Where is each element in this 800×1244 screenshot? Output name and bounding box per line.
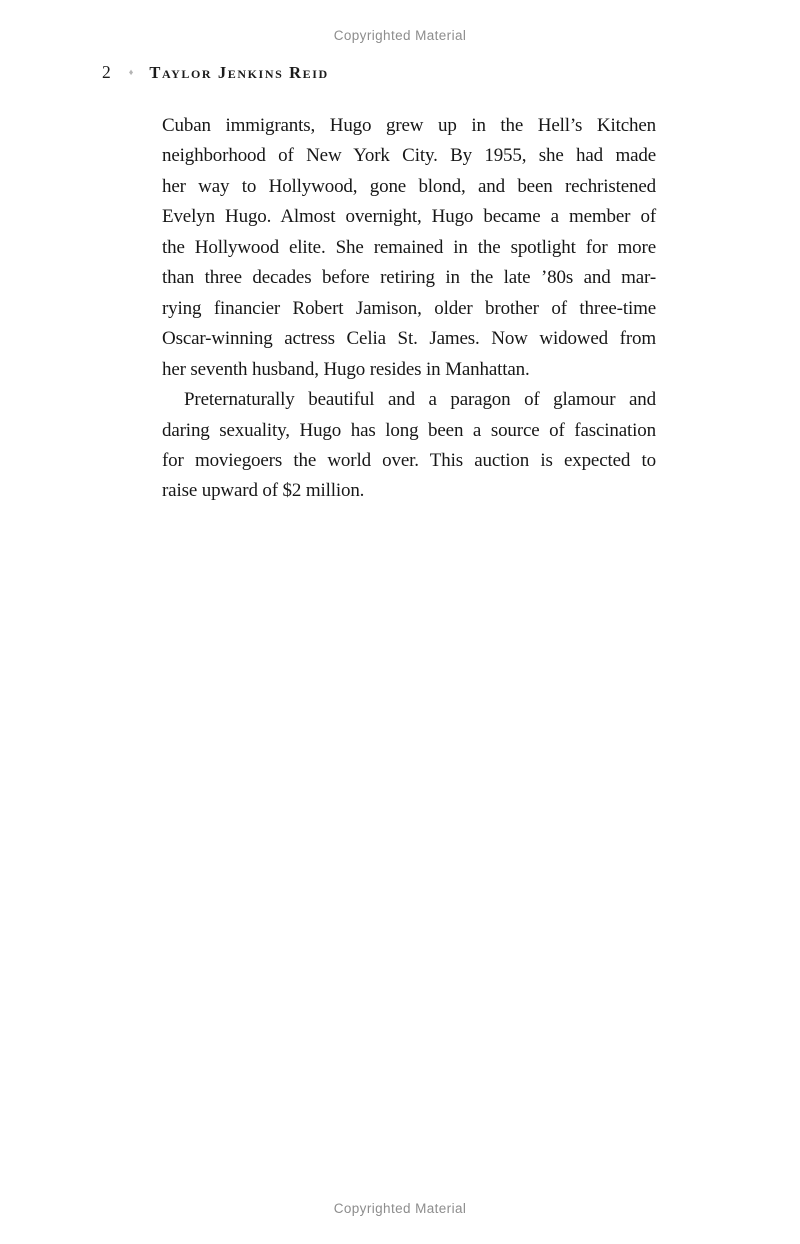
diamond-separator-icon: ♦ [128, 67, 134, 77]
text-line: daring sexuality, Hugo has long been a source of fascination [162, 419, 656, 441]
text-line: her seventh husband, Hugo resides in Manhattan. [162, 358, 530, 380]
paragraph [162, 111, 656, 385]
text-line: the Hollywood elite. She remained in the spotlight for more [162, 236, 656, 258]
author-name: Taylor Jenkins Reid [149, 62, 329, 82]
text-line: Preternaturally beautiful and a paragon of glamour and [184, 389, 656, 411]
copyright-notice-top: Copyrighted Material [333, 28, 467, 43]
text-line: for moviegoers the world over. This auction is expected to [162, 449, 656, 471]
text-line: rying financier Robert Jamison, older brother of three-time [162, 297, 656, 319]
body-text [162, 111, 656, 507]
page-header [102, 62, 329, 83]
text-line: Oscar-winning actress Celia St. James. Now widowed from [162, 328, 656, 350]
text-line: Cuban immigrants, Hugo grew up in the Hell’s Kitchen [162, 115, 656, 136]
text-line: neighborhood of New York City. By 1955, she had made [162, 145, 656, 167]
text-line: Evelyn Hugo. Almost overnight, Hugo became a member of [162, 206, 656, 228]
copyright-notice-bottom: Copyrighted Material [333, 1201, 467, 1216]
text-line: than three decades before retiring in the late ’80s and mar- [162, 267, 656, 289]
paragraph [162, 385, 656, 507]
page-number: 2 [102, 62, 111, 82]
text-line: raise upward of $2 million. [162, 480, 365, 502]
text-line: her way to Hollywood, gone blond, and been rechristened [162, 175, 656, 197]
